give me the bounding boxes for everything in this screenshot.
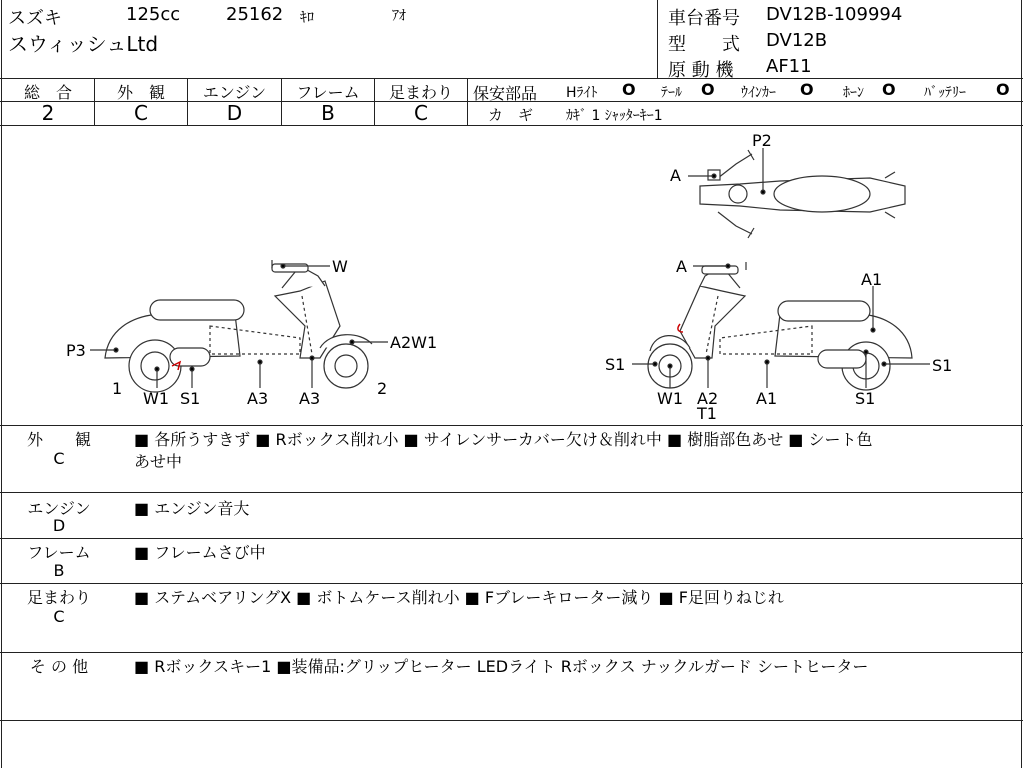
remark-label: そ の 他 bbox=[29, 657, 89, 676]
grade-value-overall: 2 bbox=[41, 101, 55, 125]
remark-grade: C bbox=[53, 607, 65, 626]
remark-label: エンジン bbox=[27, 499, 91, 518]
safety-winker: ｳｲﾝｶｰ bbox=[741, 85, 776, 101]
label-A2: A2 bbox=[697, 389, 719, 408]
label-S1-bottom: S1 bbox=[855, 389, 876, 408]
label-W: W bbox=[332, 257, 348, 276]
type-value: DV12B bbox=[766, 30, 828, 51]
safety-battery-mark: O bbox=[996, 80, 1010, 99]
label-A1-top: A1 bbox=[861, 270, 883, 289]
grade-value-frame: B bbox=[321, 101, 335, 125]
remark-grade: D bbox=[52, 516, 66, 535]
remark-grade: C bbox=[53, 449, 65, 468]
model-name: スウィッシュLtd bbox=[8, 32, 159, 56]
grade-value-suspension: C bbox=[414, 101, 428, 125]
label-A-top: A bbox=[670, 166, 681, 185]
remark-text-cont: あせ中 bbox=[134, 452, 183, 471]
safety-headlight-mark: O bbox=[622, 80, 636, 99]
safety-horn-mark: O bbox=[882, 80, 896, 99]
label-2: 2 bbox=[377, 379, 388, 398]
safety-winker-mark: O bbox=[800, 80, 814, 99]
remark-label: 足まわり bbox=[26, 588, 91, 607]
label-A-right: A bbox=[676, 257, 687, 276]
displacement: 125cc bbox=[126, 4, 181, 25]
mileage: 25162 bbox=[226, 4, 284, 25]
grade-label-exterior: 外 観 bbox=[116, 83, 165, 102]
remark-text: ■ Rボックスキー1 ■装備品:グリップヒーター LEDライト Rボックス ナックルガード シートヒーター bbox=[134, 657, 869, 676]
safety-headlight: Hﾗｲﾄ bbox=[566, 85, 598, 101]
label-A1-bottom: A1 bbox=[756, 389, 778, 408]
label-A3-a: A3 bbox=[247, 389, 269, 408]
safety-taillight: ﾃｰﾙ bbox=[661, 85, 682, 101]
scooter-right-view bbox=[632, 262, 930, 390]
grade-label-engine: エンジン bbox=[202, 83, 267, 102]
scooter-left-view bbox=[90, 260, 388, 392]
remark-text: ■ ステムベアリングX ■ ボトムケース削れ小 ■ Fブレーキローター減り ■ F足回りねじれ bbox=[134, 588, 784, 607]
mileage-unit: ｷﾛ bbox=[300, 10, 314, 26]
label-S1-left: S1 bbox=[180, 389, 201, 408]
label-A3-b: A3 bbox=[299, 389, 321, 408]
maker: スズキ bbox=[8, 8, 62, 29]
grade-value-exterior: C bbox=[134, 101, 148, 125]
remark-text: ■ 各所うすきず ■ Rボックス削れ小 ■ サイレンサーカバー欠け＆削れ中 ■ 樹脂部色あせ ■ シート色 bbox=[134, 430, 873, 449]
safety-horn: ﾎｰﾝ bbox=[843, 85, 864, 101]
label-S1-front: S1 bbox=[605, 355, 626, 374]
label-P2: P2 bbox=[752, 131, 772, 150]
remark-label: フレーム bbox=[27, 543, 91, 562]
safety-battery: ﾊﾞｯﾃﾘｰ bbox=[924, 85, 966, 101]
label-A2W1: A2W1 bbox=[390, 333, 438, 352]
grade-label-frame: フレーム bbox=[296, 83, 360, 102]
label-1: 1 bbox=[112, 379, 123, 398]
grade-label-suspension: 足まわり bbox=[388, 83, 453, 102]
type-label: 型 式 bbox=[668, 34, 740, 55]
engine-value: AF11 bbox=[766, 56, 812, 77]
label-S1-rear: S1 bbox=[932, 356, 953, 375]
grade-label-overall: 総 合 bbox=[23, 83, 72, 102]
label-W1-right: W1 bbox=[657, 389, 683, 408]
frame-number: DV12B-109994 bbox=[766, 4, 903, 25]
frame-number-label: 車台番号 bbox=[668, 8, 740, 29]
remark-grade: B bbox=[53, 561, 65, 580]
color: ｱｵ bbox=[392, 8, 406, 24]
key-label: カ ギ bbox=[488, 106, 534, 124]
remark-text: ■ エンジン音大 bbox=[134, 499, 250, 518]
safety-taillight-mark: O bbox=[701, 80, 715, 99]
label-P3: P3 bbox=[66, 341, 86, 360]
label-T1: T1 bbox=[697, 404, 717, 423]
engine-label: 原 動 機 bbox=[668, 60, 734, 81]
remark-text: ■ フレームさび中 bbox=[134, 543, 266, 562]
safety-label: 保安部品 bbox=[473, 84, 538, 103]
remark-label: 外 観 bbox=[26, 430, 91, 449]
label-W1-left: W1 bbox=[143, 389, 169, 408]
key-value: ｶｷﾞ 1 ｼｬｯﾀｰｷｰ1 bbox=[566, 108, 663, 124]
scooter-top-view bbox=[688, 148, 905, 238]
grade-value-engine: D bbox=[226, 101, 243, 125]
